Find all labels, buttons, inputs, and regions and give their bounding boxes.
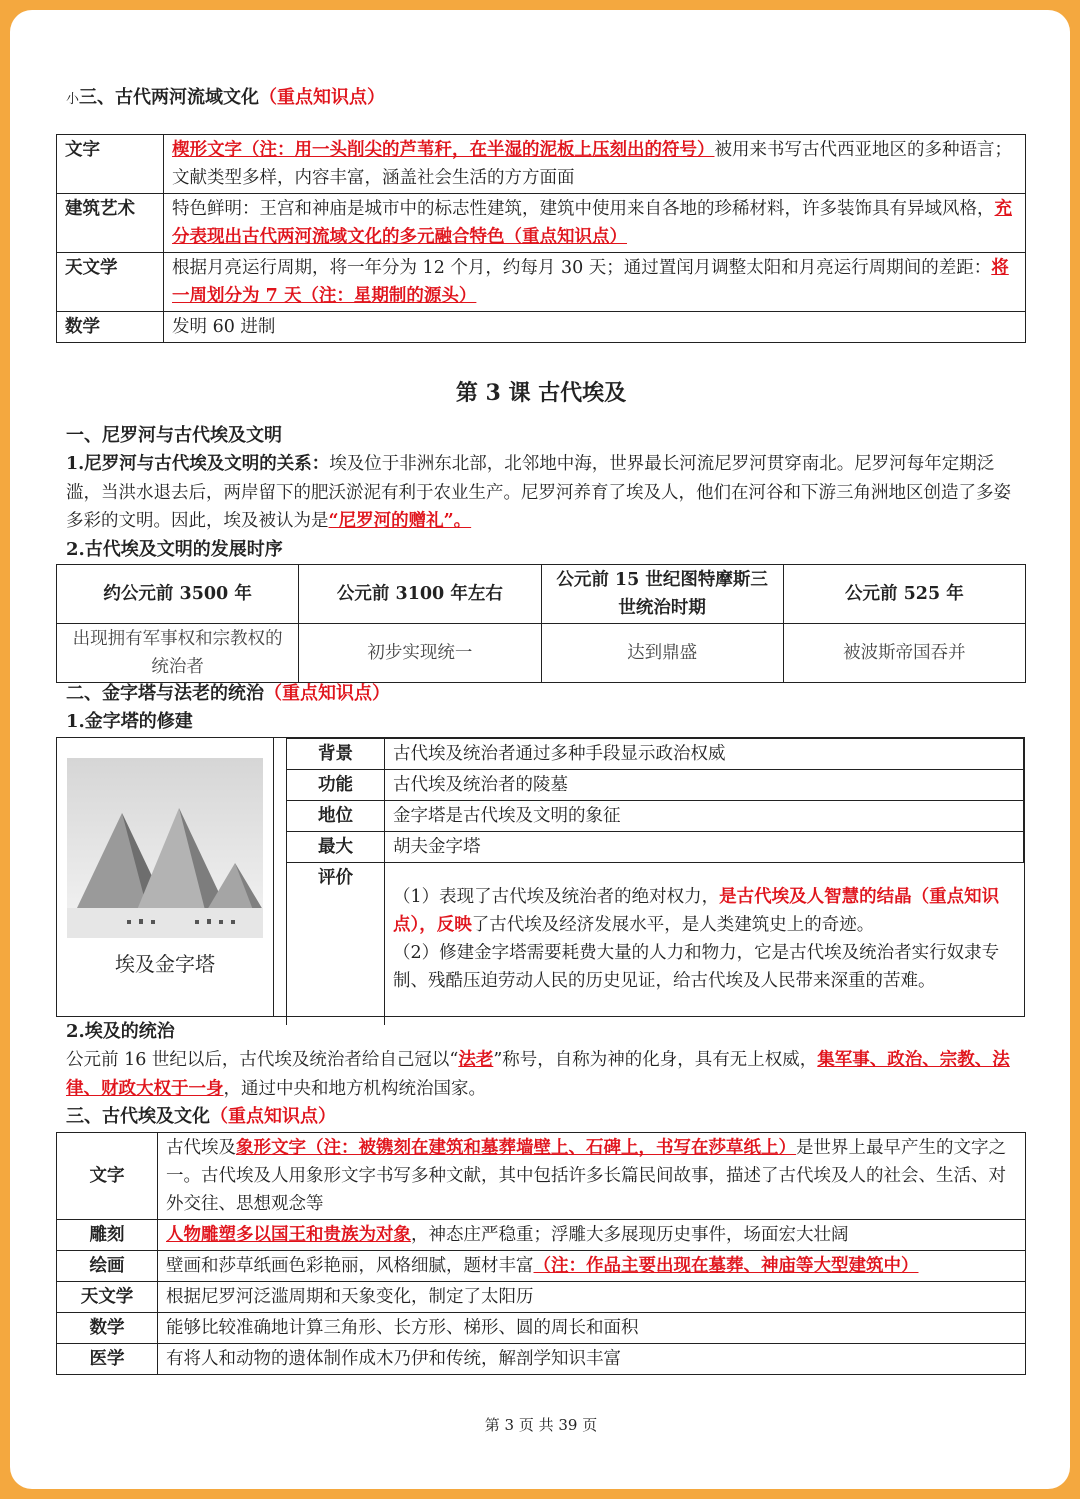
pyramid-image-cell (57, 738, 274, 1016)
timeline-table (56, 564, 1026, 683)
timeline-cell: 达到鼎盛 (541, 624, 783, 683)
table-row (57, 1251, 1026, 1282)
title-prefix: 小 (66, 92, 80, 107)
eval-text: （2）修建金字塔需要耗费大量的人力和物力，它是古代埃及统治者实行奴隶专制、残酷压迫劳动人民的历史见证，给古代埃及人民带来深重的苦难。 (393, 943, 1000, 991)
paragraph-text: ，通过中央和地方机构统治国家。 (223, 1078, 486, 1099)
timeline-cell: 出现拥有军事权和宗教权的统治者 (57, 624, 299, 683)
section-title-pyramids (66, 680, 390, 708)
table-row (287, 801, 1024, 832)
timeline-header: 约公元前 3500 年 (57, 565, 299, 624)
paragraph-text: 公元前 16 世纪以后，古代埃及统治者给自己冠以“ (66, 1050, 459, 1070)
table-row (57, 194, 1026, 253)
row-key: 数学 (57, 312, 164, 343)
red-highlight: 楔形文字（注：用一头削尖的芦苇秆，在半湿的泥板上压刻出的符号） (172, 140, 715, 160)
section-note: （重点知识点） (264, 683, 390, 704)
egypt-culture-table (56, 1132, 1026, 1375)
title-note: （重点知识点） (259, 87, 386, 108)
pyramid-block (56, 737, 1025, 1017)
table-row (57, 1220, 1026, 1251)
row-key: 评价 (287, 863, 385, 1026)
timeline-header-row (57, 565, 1026, 624)
timeline-header: 公元前 525 年 (783, 565, 1025, 624)
evaluation-text (385, 863, 1024, 1026)
paragraph-text: ”称号，自称为神的化身，具有无上权威， (493, 1050, 818, 1070)
row-key: 建筑艺术 (57, 194, 164, 253)
pyramid-heading: 1.金字塔的修建 (66, 711, 193, 732)
row-key: 文字 (57, 135, 164, 194)
eval-text: （1）表现了古代埃及统治者的绝对权力， (393, 887, 720, 907)
row-text: 古代埃及 (166, 1138, 236, 1158)
section-title-nile: 一、尼罗河与古代埃及文明 (66, 425, 282, 446)
pyramid-image (67, 758, 263, 938)
red-highlight: 人物雕塑多以国王和贵族为对象 (166, 1225, 411, 1245)
row-value (164, 135, 1026, 194)
section-title-text: 三、古代埃及文化 (66, 1106, 210, 1127)
red-highlight: 法老 (458, 1050, 494, 1070)
red-highlight: 将一周划分为 7 天（注：星期制的源头） (172, 258, 1009, 306)
row-value (164, 194, 1026, 253)
row-key: 背景 (287, 739, 385, 770)
table-row (287, 832, 1024, 863)
section-title-egypt-culture (66, 1103, 336, 1131)
table-row (57, 312, 1026, 343)
table-row (57, 1282, 1026, 1313)
row-text: 根据月亮运行周期，将一年分为 12 个月，约每月 30 天；通过置闰月调整太阳和月亮运行周期间的差距： (172, 258, 992, 278)
table-row (57, 1313, 1026, 1344)
row-key: 地位 (287, 801, 385, 832)
row-value (164, 253, 1026, 312)
row-value: 根据尼罗河泛滥周期和天象变化，制定了太阳历 (158, 1282, 1026, 1313)
page (10, 10, 1070, 1489)
table-row (57, 1133, 1026, 1220)
row-value: 金字塔是古代埃及文明的象征 (385, 801, 1024, 832)
row-value: 古代埃及统治者的陵墓 (385, 770, 1024, 801)
row-key: 医学 (57, 1344, 158, 1375)
row-key: 天文学 (57, 253, 164, 312)
row-value: 能够比较准确地计算三角形、长方形、梯形、圆的周长和面积 (158, 1313, 1026, 1344)
table-row (287, 770, 1024, 801)
section-title-mesopotamia (66, 84, 385, 114)
title-main: 三、古代两河流域文化 (79, 87, 260, 108)
timeline-cell: 被波斯帝国吞并 (783, 624, 1025, 683)
lesson-title: 第 3 课 古代埃及 (455, 380, 627, 406)
red-highlight: “尼罗河的赠礼”。 (328, 511, 472, 531)
section-note: （重点知识点） (210, 1106, 336, 1127)
eval-text: 了古代埃及经济发展水平，是人类建筑史上的奇迹。 (471, 915, 875, 935)
row-key: 雕刻 (57, 1220, 158, 1251)
row-text: ，神态庄严稳重；浮雕大多展现历史事件，场面宏大壮阔 (411, 1225, 849, 1245)
row-text: 特色鲜明：王宫和神庙是城市中的标志性建筑，建筑中使用来自各地的珍稀材料，许多装饰具有异域风格， (172, 199, 995, 219)
rule-paragraph (66, 1046, 1026, 1103)
row-key: 功能 (287, 770, 385, 801)
table-row (57, 1344, 1026, 1375)
section-title-text: 二、金字塔与法老的统治 (66, 683, 264, 704)
timeline-header: 公元前 3100 年左右 (299, 565, 541, 624)
red-highlight: 象形文字（注：被镌刻在建筑和墓葬墙壁上、石碑上，书写在莎草纸上） (236, 1138, 796, 1158)
row-value: 胡夫金字塔 (385, 832, 1024, 863)
timeline-heading: 2.古代埃及文明的发展时序 (66, 539, 283, 560)
paragraph-text: 埃及位于非洲东北部，北邻地中海，世界最长河流尼罗河贯穿南北。尼罗河每年定期泛滥，当洪水退去后，两岸留下的肥沃淤泥有利于农业生产。尼罗河养育了埃及人，他们在河谷和下游三角洲地区创造了多姿多彩的文明。因此，埃及被认为是 (66, 454, 1011, 531)
nile-paragraph (66, 450, 1026, 536)
page-footer: 第 3 页 共 39 页 (484, 1416, 598, 1434)
table-row (57, 253, 1026, 312)
image-caption: 埃及金字塔 (115, 952, 215, 976)
red-highlight: 充分表现出古代两河流域文化的多元融合特色（重点知识点） (172, 199, 1012, 247)
red-highlight: （注：作品主要出现在墓葬、神庙等大型建筑中） (533, 1256, 919, 1276)
row-text: 是世界上最早产生的文字之一。古代埃及人用象形文字书写多种文献，其中包括许多长篇民间故事，描述了古代埃及人的社会、生活、对外交往、思想观念等 (166, 1138, 1006, 1214)
row-text: 壁画和莎草纸画色彩艳丽，风格细腻，题材丰富 (166, 1256, 534, 1276)
red-highlight: 是古代埃及人智慧的结晶（重点知识点），反映 (393, 887, 1000, 935)
row-text: 被用来书写古代西亚地区的多种语言；文献类型多样，内容丰富，涵盖社会生活的方方面面 (172, 140, 1012, 188)
row-key: 数学 (57, 1313, 158, 1344)
table-row (287, 739, 1024, 770)
paragraph-heading: 1.尼罗河与古代埃及文明的关系： (66, 454, 330, 474)
row-value: 发明 60 进制 (164, 312, 1026, 343)
mesopotamia-culture-table (56, 134, 1026, 343)
row-value: 有将人和动物的遗体制作成木乃伊和传统，解剖学知识丰富 (158, 1344, 1026, 1375)
pyramid-info-table (286, 738, 1024, 1025)
timeline-row (57, 624, 1026, 683)
row-value (158, 1251, 1026, 1282)
table-row (57, 135, 1026, 194)
row-key: 最大 (287, 832, 385, 863)
rule-heading: 2.埃及的统治 (66, 1021, 175, 1042)
row-value: 古代埃及统治者通过多种手段显示政治权威 (385, 739, 1024, 770)
timeline-cell: 初步实现统一 (299, 624, 541, 683)
table-row (287, 863, 1024, 1026)
timeline-header: 公元前 15 世纪图特摩斯三世统治时期 (541, 565, 783, 624)
row-key: 绘画 (57, 1251, 158, 1282)
red-highlight: 集军事、政治、宗教、法律、财政大权于一身 (66, 1050, 1010, 1099)
row-value (158, 1133, 1026, 1220)
row-value (158, 1220, 1026, 1251)
row-key: 天文学 (57, 1282, 158, 1313)
row-key: 文字 (57, 1133, 158, 1220)
